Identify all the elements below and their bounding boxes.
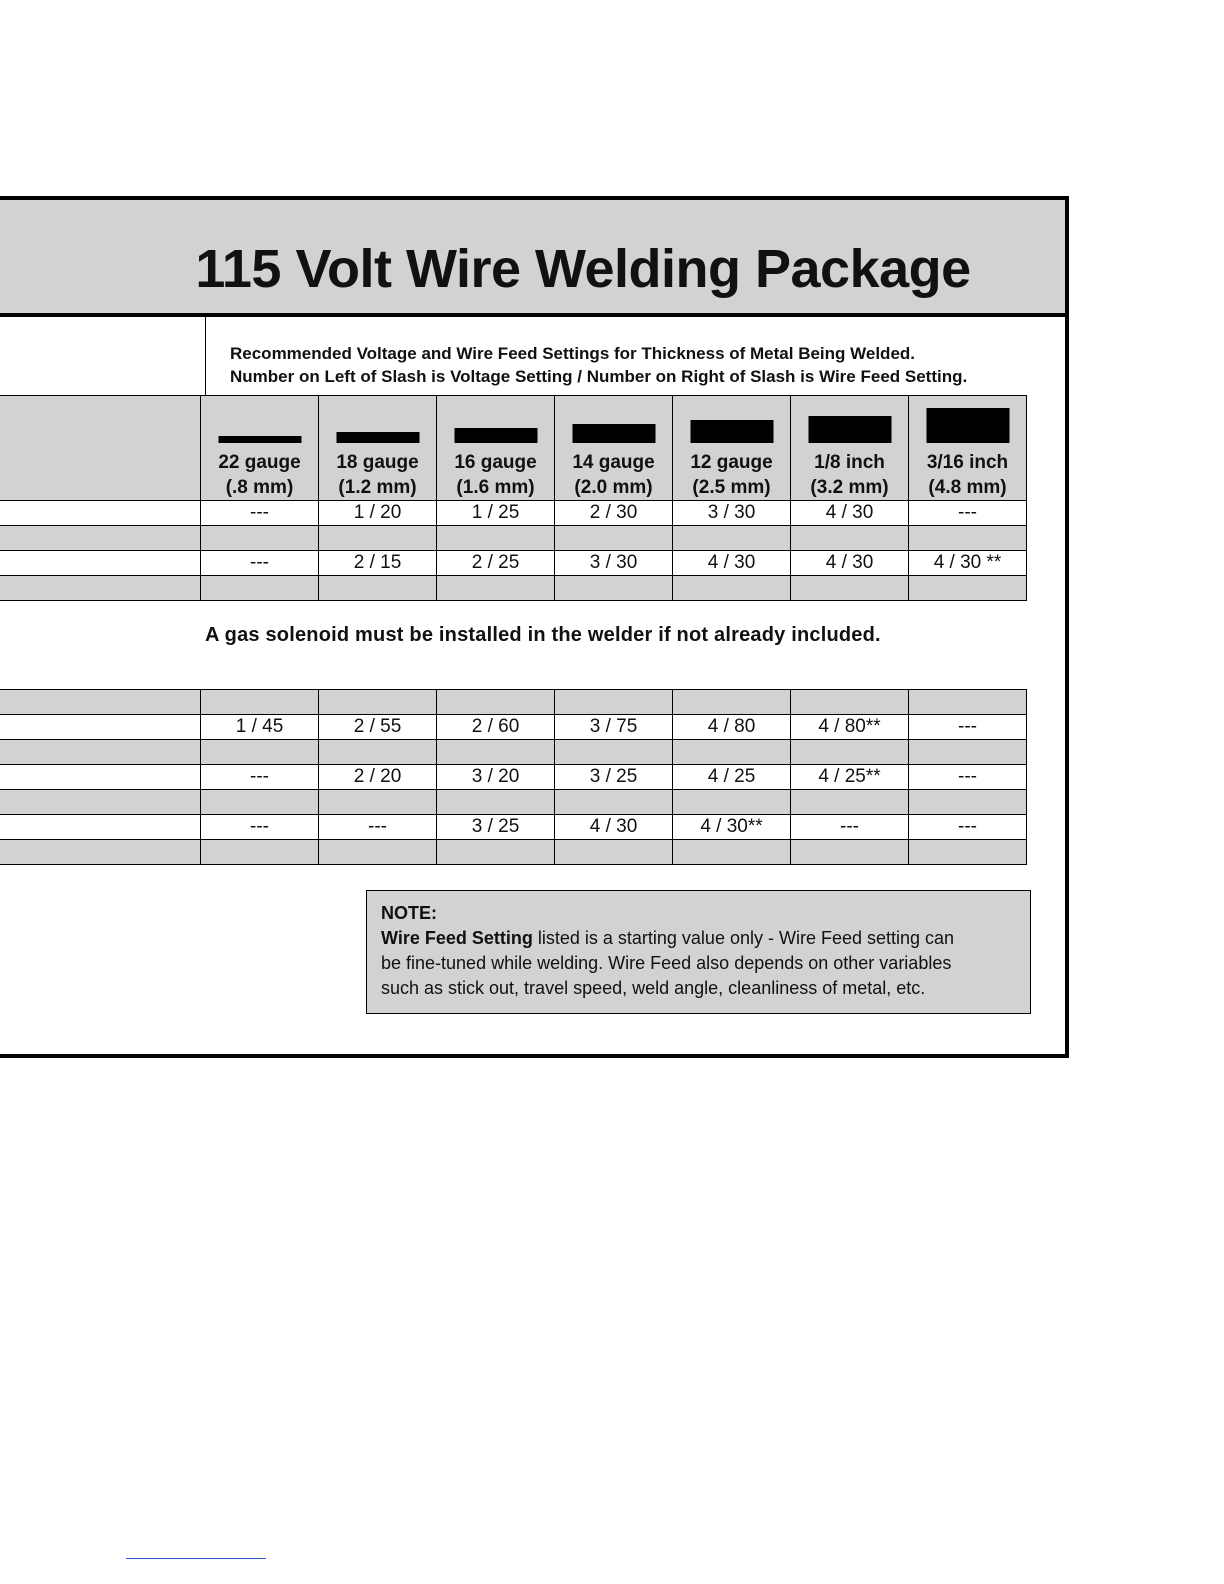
thickness-bar-wrap bbox=[791, 396, 908, 450]
setting-cell: --- bbox=[201, 501, 319, 526]
thickness-bar bbox=[218, 436, 301, 443]
setting-cell: 4 / 80 bbox=[673, 715, 791, 740]
thickness-bar-wrap bbox=[673, 396, 790, 450]
setting-cell bbox=[201, 576, 319, 601]
setting-cell bbox=[673, 576, 791, 601]
gauge-header-cell bbox=[201, 396, 319, 501]
setting-cell: 3 / 25 bbox=[555, 765, 673, 790]
setting-cell: --- bbox=[201, 765, 319, 790]
welding-chart-panel bbox=[0, 196, 1069, 1058]
setting-cell: 3 / 20 bbox=[437, 765, 555, 790]
setting-cell: 4 / 30 bbox=[791, 551, 909, 576]
setting-cell: --- bbox=[791, 815, 909, 840]
setting-cell: 2 / 25 bbox=[437, 551, 555, 576]
thickness-bar bbox=[336, 432, 419, 443]
shaded-row bbox=[0, 790, 1027, 815]
gauge-metric: (2.5 mm) bbox=[692, 477, 771, 498]
row-label-cell bbox=[0, 840, 201, 865]
setting-cell: 4 / 30** bbox=[673, 815, 791, 840]
setting-cell bbox=[673, 840, 791, 865]
setting-cell: 1 / 45 bbox=[201, 715, 319, 740]
setting-cell: 3 / 75 bbox=[555, 715, 673, 740]
setting-cell bbox=[909, 526, 1027, 551]
row-label-cell bbox=[0, 551, 201, 576]
gauge-metric: (1.6 mm) bbox=[456, 477, 535, 498]
setting-cell bbox=[437, 690, 555, 715]
note-title: NOTE: bbox=[381, 903, 437, 923]
thickness-bar bbox=[454, 428, 537, 443]
row-label-cell bbox=[0, 740, 201, 765]
gauge-metric: (3.2 mm) bbox=[810, 477, 889, 498]
intro-text bbox=[230, 342, 967, 388]
setting-cell: 2 / 55 bbox=[319, 715, 437, 740]
gauge-label: 1/8 inch bbox=[814, 452, 885, 473]
shaded-row bbox=[0, 840, 1027, 865]
row-label-cell bbox=[0, 690, 201, 715]
setting-cell bbox=[791, 690, 909, 715]
gauge-header-cell bbox=[319, 396, 437, 501]
setting-cell: 4 / 80** bbox=[791, 715, 909, 740]
setting-cell bbox=[909, 576, 1027, 601]
row-label-cell bbox=[0, 501, 201, 526]
setting-cell bbox=[201, 690, 319, 715]
setting-cell: 3 / 30 bbox=[673, 501, 791, 526]
setting-cell bbox=[791, 526, 909, 551]
gauge-label: 3/16 inch bbox=[926, 452, 1009, 473]
setting-cell bbox=[673, 790, 791, 815]
setting-cell bbox=[555, 576, 673, 601]
setting-cell bbox=[791, 740, 909, 765]
setting-cell bbox=[201, 526, 319, 551]
title-bar bbox=[0, 200, 1065, 317]
setting-cell bbox=[909, 690, 1027, 715]
setting-cell bbox=[201, 840, 319, 865]
setting-cell bbox=[791, 840, 909, 865]
setting-cell: 1 / 25 bbox=[437, 501, 555, 526]
setting-cell bbox=[673, 526, 791, 551]
row-label-cell bbox=[0, 765, 201, 790]
setting-cell: --- bbox=[909, 815, 1027, 840]
gauge-label: 14 gauge bbox=[572, 452, 655, 473]
setting-cell: 4 / 30 bbox=[673, 551, 791, 576]
setting-cell: 4 / 25** bbox=[791, 765, 909, 790]
gauge-metric: (1.2 mm) bbox=[338, 477, 417, 498]
gauge-header-row bbox=[0, 396, 1027, 501]
setting-cell: 3 / 30 bbox=[555, 551, 673, 576]
setting-cell: 2 / 20 bbox=[319, 765, 437, 790]
row-label-cell bbox=[0, 526, 201, 551]
setting-cell bbox=[437, 840, 555, 865]
upper-settings-table bbox=[0, 395, 1027, 601]
row-label-cell bbox=[0, 715, 201, 740]
header-label-cell bbox=[0, 396, 201, 501]
setting-cell: 4 / 30 ** bbox=[909, 551, 1027, 576]
setting-cell bbox=[319, 740, 437, 765]
setting-cell: 4 / 30 bbox=[791, 501, 909, 526]
setting-cell bbox=[555, 690, 673, 715]
gauge-header-cell bbox=[673, 396, 791, 501]
gauge-label: 22 gauge bbox=[218, 452, 301, 473]
thickness-bar-wrap bbox=[437, 396, 554, 450]
setting-cell: 4 / 30 bbox=[555, 815, 673, 840]
gauge-header-cell bbox=[555, 396, 673, 501]
note-line-1-rest: listed is a starting value only - Wire Feed setting can bbox=[532, 928, 955, 948]
settings-row bbox=[0, 501, 1027, 526]
setting-cell bbox=[555, 526, 673, 551]
setting-cell bbox=[555, 840, 673, 865]
setting-cell bbox=[909, 740, 1027, 765]
note-bold-lead: Wire Feed Setting bbox=[381, 928, 533, 948]
thickness-bar-wrap bbox=[319, 396, 436, 450]
setting-cell bbox=[201, 740, 319, 765]
gauge-header-cell bbox=[791, 396, 909, 501]
settings-row bbox=[0, 551, 1027, 576]
thickness-bar-wrap bbox=[909, 396, 1026, 450]
setting-cell bbox=[319, 790, 437, 815]
setting-cell: --- bbox=[319, 815, 437, 840]
gauge-label: 18 gauge bbox=[336, 452, 419, 473]
gauge-metric: (4.8 mm) bbox=[928, 477, 1007, 498]
row-label-cell bbox=[0, 790, 201, 815]
shaded-row bbox=[0, 526, 1027, 551]
setting-cell: --- bbox=[909, 765, 1027, 790]
gauge-header-cell bbox=[437, 396, 555, 501]
footer-rule bbox=[126, 1558, 266, 1559]
shaded-row bbox=[0, 690, 1027, 715]
setting-cell bbox=[555, 790, 673, 815]
setting-cell bbox=[437, 790, 555, 815]
note-box bbox=[366, 890, 1031, 1014]
gauge-label: 12 gauge bbox=[690, 452, 773, 473]
shaded-row bbox=[0, 576, 1027, 601]
note-line-3: such as stick out, travel speed, weld angle, cleanliness of metal, etc. bbox=[381, 978, 926, 998]
setting-cell bbox=[673, 740, 791, 765]
gauge-metric: (2.0 mm) bbox=[574, 477, 653, 498]
row-label-cell bbox=[0, 815, 201, 840]
row-label-cell bbox=[0, 576, 201, 601]
setting-cell bbox=[437, 576, 555, 601]
thickness-bar-wrap bbox=[201, 396, 318, 450]
settings-row bbox=[0, 815, 1027, 840]
shaded-row bbox=[0, 740, 1027, 765]
intro-divider bbox=[205, 317, 206, 395]
settings-row bbox=[0, 715, 1027, 740]
setting-cell bbox=[909, 840, 1027, 865]
setting-cell bbox=[791, 790, 909, 815]
intro-line-1: Recommended Voltage and Wire Feed Settings for Thickness of Metal Being Welded. bbox=[230, 344, 916, 363]
setting-cell bbox=[319, 576, 437, 601]
setting-cell bbox=[555, 740, 673, 765]
gas-solenoid-note: A gas solenoid must be installed in the welder if not already included. bbox=[205, 624, 881, 646]
setting-cell: 2 / 30 bbox=[555, 501, 673, 526]
thickness-bar bbox=[926, 408, 1009, 443]
setting-cell bbox=[319, 840, 437, 865]
setting-cell: 2 / 60 bbox=[437, 715, 555, 740]
gauge-label: 16 gauge bbox=[454, 452, 537, 473]
setting-cell bbox=[319, 526, 437, 551]
gauge-metric: (.8 mm) bbox=[225, 477, 294, 498]
note-line-1 bbox=[381, 926, 1016, 951]
setting-cell: 4 / 25 bbox=[673, 765, 791, 790]
setting-cell bbox=[909, 790, 1027, 815]
lower-settings-table bbox=[0, 689, 1027, 865]
setting-cell bbox=[201, 790, 319, 815]
setting-cell bbox=[319, 690, 437, 715]
thickness-bar bbox=[572, 424, 655, 443]
thickness-bar bbox=[690, 420, 773, 443]
setting-cell: --- bbox=[201, 551, 319, 576]
setting-cell: 1 / 20 bbox=[319, 501, 437, 526]
setting-cell: 2 / 15 bbox=[319, 551, 437, 576]
setting-cell: 3 / 25 bbox=[437, 815, 555, 840]
note-line-2: be fine-tuned while welding. Wire Feed also depends on other variables bbox=[381, 953, 952, 973]
settings-row bbox=[0, 765, 1027, 790]
thickness-bar bbox=[808, 416, 891, 443]
setting-cell bbox=[673, 690, 791, 715]
setting-cell bbox=[791, 576, 909, 601]
setting-cell: --- bbox=[201, 815, 319, 840]
chart-title: 115 Volt Wire Welding Package bbox=[195, 239, 971, 299]
setting-cell: --- bbox=[909, 715, 1027, 740]
gauge-header-cell bbox=[909, 396, 1027, 501]
setting-cell: --- bbox=[909, 501, 1027, 526]
setting-cell bbox=[437, 740, 555, 765]
thickness-bar-wrap bbox=[555, 396, 672, 450]
intro-line-2: Number on Left of Slash is Voltage Setting / Number on Right of Slash is Wire Feed Setting. bbox=[230, 367, 968, 386]
setting-cell bbox=[437, 526, 555, 551]
